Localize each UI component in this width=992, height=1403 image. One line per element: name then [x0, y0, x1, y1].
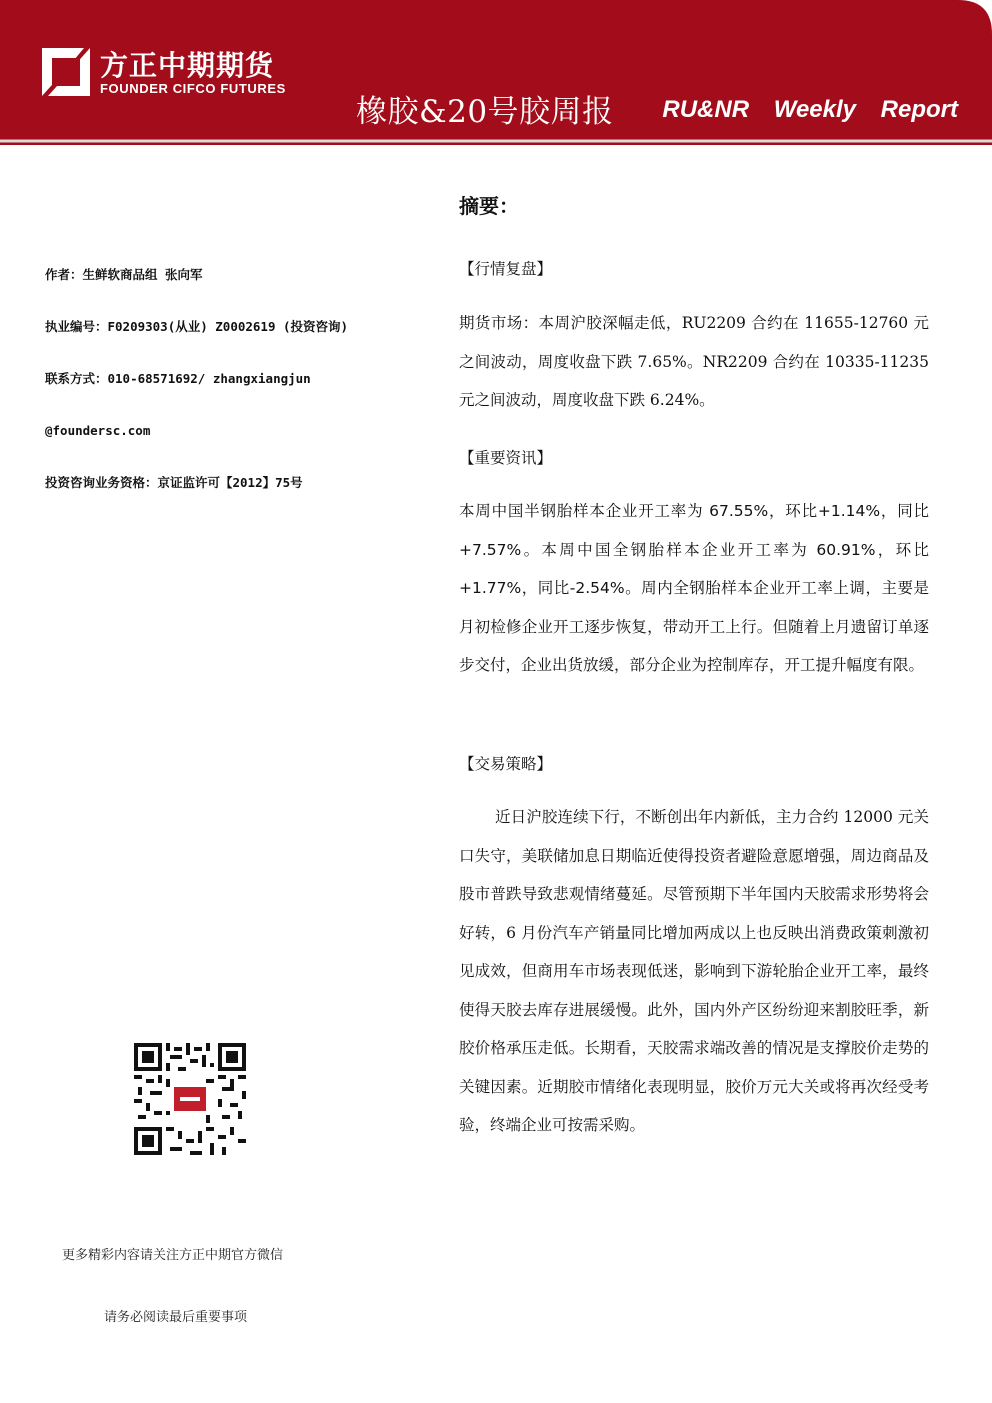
report-title-cn: 橡胶&20号胶周报 [356, 94, 614, 130]
founder-logo-icon [40, 46, 92, 98]
email-line: @foundersc.com [45, 423, 151, 438]
contact-line: 联系方式：010-68571692/ zhangxiangjun [45, 371, 311, 386]
key-news-heading: 【重要资讯】 [459, 449, 553, 467]
qr-caption: 更多精彩内容请关注方正中期官方微信 [62, 1248, 284, 1263]
read-notice: 请务必阅读最后重要事项 [104, 1310, 248, 1325]
wechat-qr-code-icon[interactable] [134, 1043, 246, 1155]
summary-title: 摘要： [459, 194, 519, 218]
qualification-line: 投资咨询业务资格：京证监许可【2012】75号 [45, 475, 303, 490]
author-info [45, 262, 425, 522]
strategy-text: 近日沪胶连续下行，不断创出年内新低，主力合约 12000 元关口失守，美联储加息日期临近使得投资者避险意愿增强，周边商品及股市普跌导致悲观情绪蔓延。尽管预期下半年国内天胶需求形势将会好转，6 月份汽车产销量同比增加两成以上也反映出消费政策刺激初见成效，但商用车市场表现低迷，影响到下游轮胎企业开工率，最终使得天胶去库存进展缓慢。此外，国内外产区纷纷迎来割胶旺季，新胶价格承压走低。长期看，天胶需求端改善的情况是支撑胶价走势的关键因素。近期胶市情绪化表现明显，胶价万元大关或将再次经受考验，终端企业可按需采购。 [459, 808, 929, 1134]
license-line: 执业编号：F0209303(从业) Z0002619 (投资咨询) [45, 319, 349, 334]
report-title-en: RU&NR Weekly Report [662, 96, 958, 123]
strategy-heading: 【交易策略】 [459, 755, 553, 773]
author-line: 作者：生鲜软商品组 张向军 [45, 267, 203, 282]
key-news-text: 本周中国半钢胎样本企业开工率为 67.55%，环比+1.14%，同比+7.57%。本周中国全钢胎样本企业开工率为 60.91%，环比+1.77%，同比-2.54%。周内全钢胎样本企业开工率上调，主要是月初检修企业开工逐步恢复，带动开工上行。但随着上月遗留订单逐步交付，企业出货放缓，部分企业为控制库存，开工提升幅度有限。 [459, 502, 929, 674]
report-header [0, 0, 992, 145]
market-review-heading: 【行情复盘】 [459, 260, 553, 278]
brand-name-en: FOUNDER CIFCO FUTURES [100, 81, 286, 96]
brand-name-cn: 方正中期期货 [100, 49, 275, 82]
market-review-text: 期货市场：本周沪胶深幅走低，RU2209 合约在 11655-12760 元之间波动，周度收盘下跌 7.65%。NR2209 合约在 10335-11235 元之间波动，周度收盘下跌 6.24%。 [459, 314, 929, 409]
